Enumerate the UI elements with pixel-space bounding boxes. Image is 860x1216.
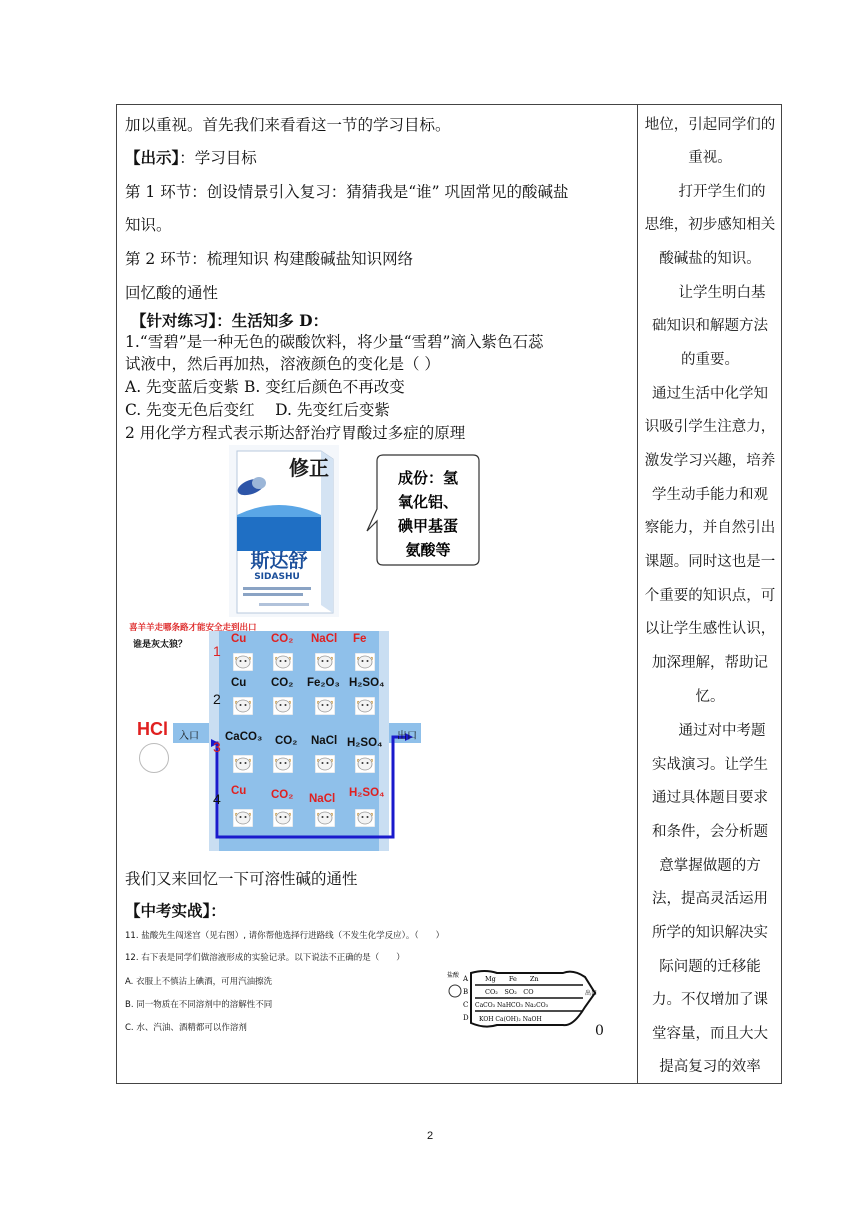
show-label: 【出示】 [125,148,180,167]
side-note-line: 力。不仅增加了课 [652,992,768,1008]
sheep-icon [273,755,293,773]
bubble-line: 碘甲基蛋 [397,517,459,535]
exit-label: 出口 [397,731,417,742]
maze-image [125,619,445,853]
text-line: 回忆酸的通性 [125,284,219,302]
hcl-label: HCl [137,719,168,739]
medicine-box-image [229,445,339,617]
side-note-line: 的重要。 [681,352,739,368]
maze-item: Fe₂O₃ [307,677,340,689]
side-note-line: 法，提高灵活运用 [652,891,768,907]
side-note-line: 察能力，并自然引出 [644,520,776,536]
maze-item: CO₂ [275,735,298,747]
maze-item: NaCl [311,735,338,747]
entry-label: 入口 [179,731,199,742]
maze-item: H₂SO₄ [347,737,383,749]
side-note-line: 通过具体题目要求 [652,790,768,806]
side-note-line: 学生动手能力和观 [652,487,768,503]
side-note-line: 所学的知识解决实 [652,925,768,941]
maze-item: NaCl [309,793,336,805]
row-number: 2 [213,691,221,707]
side-note-line: 让学生明白基 [678,285,766,301]
sheep-icon [273,697,293,715]
sheep-icon [355,697,375,715]
exam-question: 11. 盐酸先生闯迷宫（见右图）, 请你帮他选择行进路线（不发生化学反应）。（ ） [125,931,445,941]
hcl-pipe-diagram [445,967,601,1029]
route-label: D [463,1014,469,1022]
side-note-line: 堂容量，而且大大 [652,1026,768,1042]
side-note-line: 通过生活中化学知 [652,386,768,402]
text-line: 第 2 环节：梳理知识 构建酸碱盐知识网络 [125,250,414,268]
route-text: KOH Ca(OH)₂ NaOH [479,1016,542,1023]
maze-item: NaCl [311,633,338,645]
practice-heading: 【针对练习】：生活知多 D： [131,311,329,330]
maze-item: Fe [353,633,367,645]
maze-item: Cu [231,785,247,797]
sheep-icon [315,653,335,671]
exam-question: 12. 右下表是同学们做溶液形成的实验记录。以下说法不正确的是（ ） [125,953,405,963]
side-note-line: 重视。 [688,150,732,166]
maze-item: H₂SO₄ [349,677,385,689]
text-line: 我们又来回忆一下可溶性碱的通性 [125,870,358,888]
route-text: CO₂ SO₂ CO [485,988,534,996]
side-note-line: 酸碱盐的知识。 [659,251,761,267]
exam-option: A. 衣服上不慎沾上碘酒，可用汽油擦洗 [125,977,273,987]
sheep-icon [233,653,253,671]
maze-item: Cu [231,633,247,645]
bubble-line: 成份：氢 [397,469,459,487]
column-divider [637,105,638,1083]
exam-option: B. 同一物质在不同溶剂中的溶解性不同 [125,1000,273,1010]
sheep-icon [355,653,375,671]
route-text: CaCO₃ NaHCO₃ Na₂CO₃ [475,1002,549,1009]
side-note-line: 加深理解，帮助记 [652,655,768,671]
maze-item: CO₂ [271,677,294,689]
side-note-line: 激发学习兴趣，培养 [644,453,776,469]
maze-question: 谁是灰太狼？ [133,640,188,650]
side-note-line: 课题。同时这也是一 [644,554,776,570]
maze-item: CO₂ [271,789,294,801]
lesson-table [116,104,782,1084]
outlet-label: 出口 [585,990,598,997]
side-note-line: 提高复习的效率 [659,1059,761,1075]
maze-item: CaCO₃ [225,731,263,743]
option-line: C. 先变无色后变红 D. 先变红后变紫 [125,401,390,419]
side-note-line: 思维，初步感知相关 [644,217,776,233]
route-label: C [463,1001,469,1009]
bubble-line: 氧化铝、 [397,493,459,511]
option-line: A. 先变蓝后变紫 B. 变红后颜色不再改变 [125,378,405,396]
brand-name: 斯达舒 [250,550,308,572]
sheep-icon [273,653,293,671]
row-number: 4 [213,791,221,807]
side-note-line: 和条件，会分析题 [652,824,768,840]
route-label: B [463,988,469,996]
side-note-line: 础知识和解题方法 [652,318,768,334]
show-text: ：学习目标 [179,149,257,167]
sheep-icon [355,755,375,773]
side-note-line: 意掌握做题的方 [659,858,761,874]
sheep-icon [315,755,335,773]
sheep-icon [315,697,335,715]
text-line: 加以重视。首先我们来看看这一节的学习目标。 [125,116,451,134]
question-line: 2 用化学方程式表示斯达舒治疗胃酸过多症的原理 [125,424,466,442]
inlet-label: 盐酸 [447,972,460,979]
show-heading [125,148,257,168]
text-line: 知识。 [125,216,172,234]
side-note-line: 通过对中考题 [678,723,766,739]
ingredients-bubble [365,451,481,569]
route-text: Mg Fe Zn [485,975,539,983]
side-note-line: 地位，引起同学们的 [644,117,776,133]
exam-heading: 【中考实战】： [125,901,226,920]
maze-item: CO₂ [271,633,294,645]
maze-item: Cu [231,677,247,689]
answer-zero: 0 [595,1023,604,1039]
side-note-line: 个重要的知识点，可 [644,588,776,604]
question-line: 试液中，然后再加热，溶液颜色的变化是（ ） [125,355,440,373]
page-number: 2 [426,1130,434,1142]
side-note-line: 际问题的迁移能 [659,959,761,975]
question-line: 1.“雪碧”是一种无色的碳酸饮料，将少量“雪碧”滴入紫色石蕊 [125,333,544,351]
maze-item: H₂SO₄ [349,787,385,799]
side-note-line: 识吸引学生注意力， [644,419,776,435]
sheep-character-icon [139,743,169,773]
brand-english: SIDASHU [254,572,300,582]
side-note-line: 忆。 [695,689,725,705]
side-note-line: 实战演习。让学生 [652,757,768,773]
sheep-icon [233,809,253,827]
exam-option: C. 水、汽油、酒精都可以作溶剂 [125,1023,247,1033]
route-label: A [463,975,469,983]
sheep-icon [233,755,253,773]
row-number: 1 [213,643,221,659]
logo-text: 修正 [289,456,329,480]
maze-title: 喜羊羊走哪条路才能安全走到出口 [129,623,257,633]
side-note-line: 打开学生们的 [678,184,766,200]
sheep-icon [273,809,293,827]
sheep-icon [355,809,375,827]
row-number: 3 [213,739,221,755]
text-line: 第 1 环节：创设情景引入复习：猜猜我是“谁” 巩固常见的酸碱盐 [125,183,569,201]
bubble-line: 氨酸等 [405,541,451,559]
sheep-icon [233,697,253,715]
sheep-icon [315,809,335,827]
side-note-line: 以让学生感性认识， [644,621,776,637]
